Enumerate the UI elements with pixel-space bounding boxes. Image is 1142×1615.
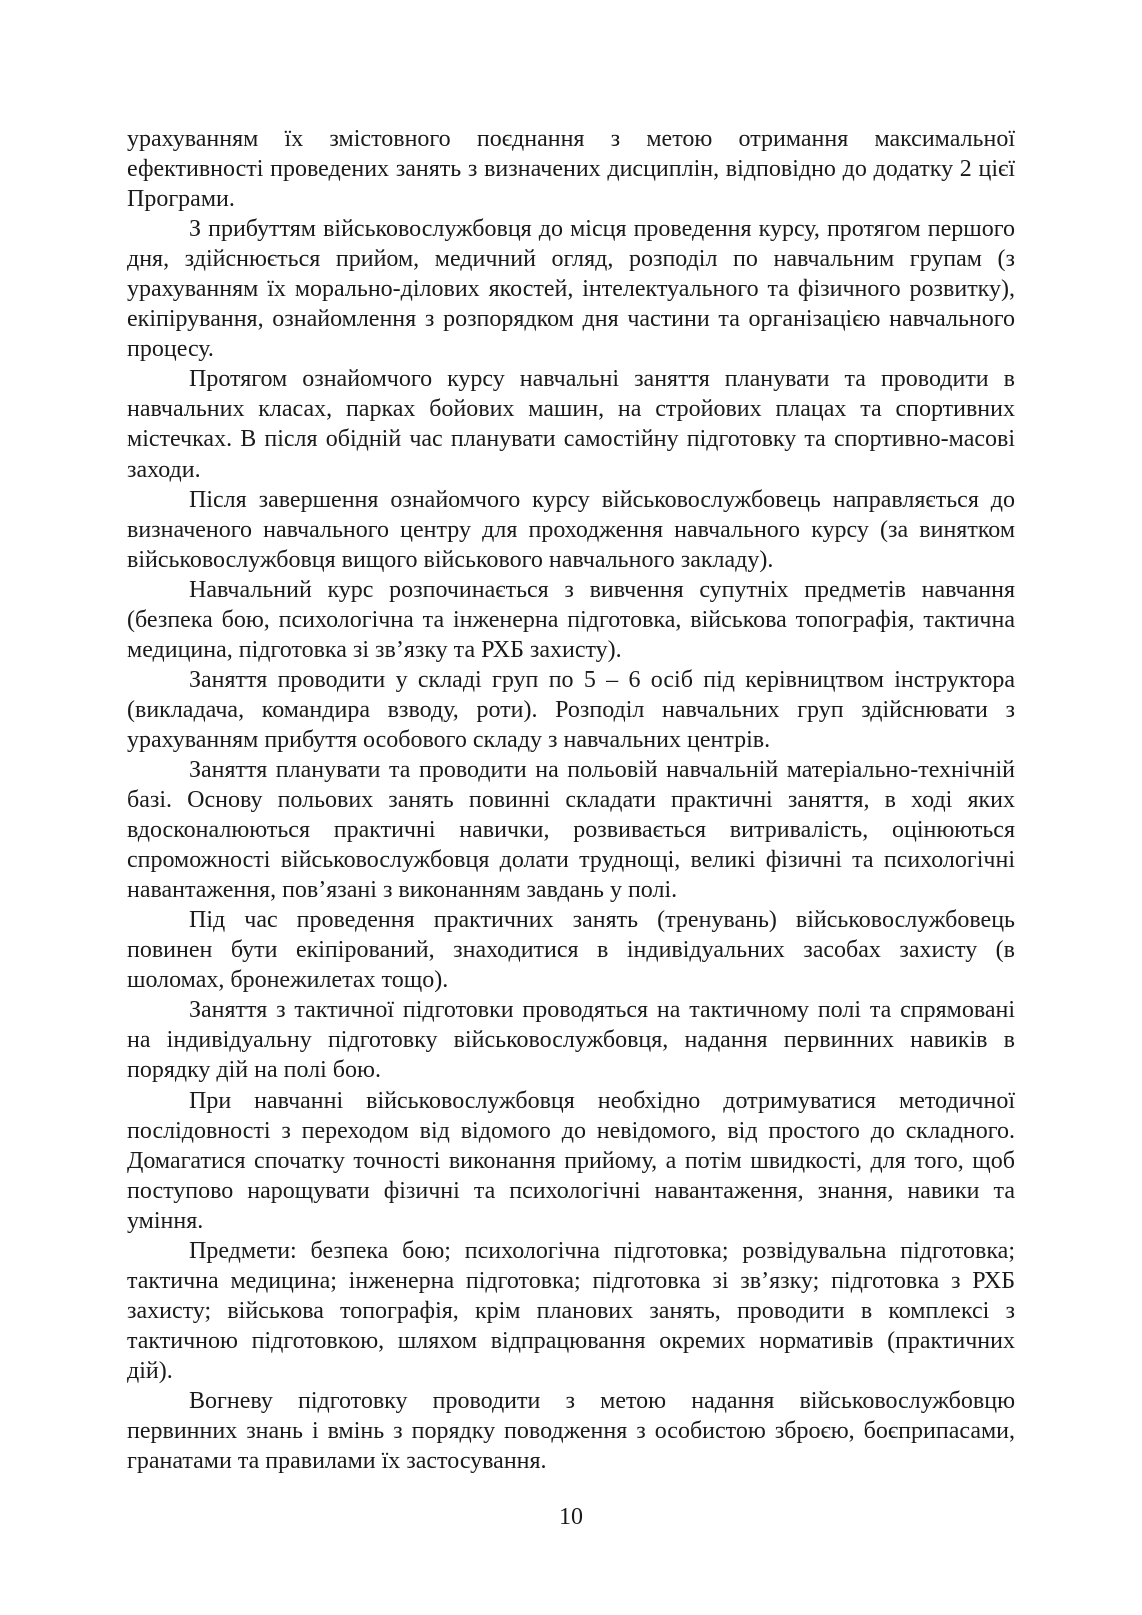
paragraph-after-introductory-course: Після завершення ознайомчого курсу військовослужбовець направляється до визначеного навчального центру для проходження навчального курсу (за винятком військовослужбовця вищого військового навчального закладу). [127, 486, 1015, 573]
paragraph-training-course: Навчальний курс розпочинається з вивчення супутніх предметів навчання (безпека бою, психологічна та інженерна підготовка, військова топографія, тактична медицина, підготовка зі зв’язку та РХБ захисту). [127, 576, 1015, 663]
paragraph-subjects: Предмети: безпека бою; психологічна підготовка; розвідувальна підготовка; тактична медицина; інженерна підготовка; підготовка зі зв’язку; підготовка з РХБ захисту; військова топографія, крім планових занять, проводити в комплексі з тактичною підготовкою, шляхом відпрацювання окремих нормативів (практичних дій). [127, 1237, 1015, 1384]
paragraph-fire-training: Вогневу підготовку проводити з метою надання військовослужбовцю первинних знань і вмінь з порядку поводження з особистою зброєю, боєприпасами, гранатами та правилами їх застосування. [127, 1387, 1015, 1475]
document-body [127, 124, 1015, 1476]
paragraph-continuation: урахуванням їх змістовного поєднання з метою отримання максимальної ефективності проведених занять з визначених дисциплін, відповідно до додатку 2 цієї Програми. [127, 126, 1015, 213]
paragraph-arrival: З прибуттям військовослужбовця до місця проведення курсу, протягом першого дня, здійснюється прийом, медичний огляд, розподіл по навчальним групам (з урахуванням їх морально-ділових якостей, інтелектуального та фізичного розвитку), екіпірування, ознайомлення з розпорядком дня частини та організацією навчального процесу. [127, 216, 1015, 363]
paragraph-tactical-training: Заняття з тактичної підготовки проводяться на тактичному полі та спрямовані на індивідуальну підготовку військовослужбовця, надання первинних навиків в порядку дій на полі бою. [127, 997, 1015, 1084]
page-number: 10 [559, 1504, 583, 1530]
paragraph-field-training: Заняття планувати та проводити на польовій навчальній матеріально-технічній базі. Основу польових занять повинні складати практичні заняття, в ході яких вдосконалюються практичні навички, розвивається витривалість, оцінюються спроможності військовослужбовця долати труднощі, великі фізичні та психологічні навантаження, пов’язані з виконанням завдань у полі. [127, 756, 1015, 904]
paragraph-groups: Заняття проводити у складі груп по 5 – 6 осіб під керівництвом інструктора (викладача, командира взводу, роти). Розподіл навчальних груп здійснювати з урахуванням прибуття особового складу з навчальних центрів. [127, 666, 1015, 753]
paragraph-methodology: При навчанні військовослужбовця необхідно дотримуватися методичної послідовності з переходом від відомого до невідомого, від простого до складного. Домагатися спочатку точності виконання прийому, а потім швидкості, для того, щоб поступово нарощувати фізичні та психологічні навантаження, знання, навики та уміння. [127, 1087, 1015, 1234]
paragraph-equipment: Під час проведення практичних занять (тренувань) військовослужбовець повинен бути екіпірований, знаходитися в індивідуальних засобах захисту (в шоломах, бронежилетах тощо). [127, 907, 1015, 994]
paragraph-introductory-course: Протягом ознайомчого курсу навчальні заняття планувати та проводити в навчальних класах, парках бойових машин, на стройових плацах та спортивних містечках. В після обідній час планувати самостійну підготовку та спортивно-масові заходи. [127, 366, 1015, 483]
